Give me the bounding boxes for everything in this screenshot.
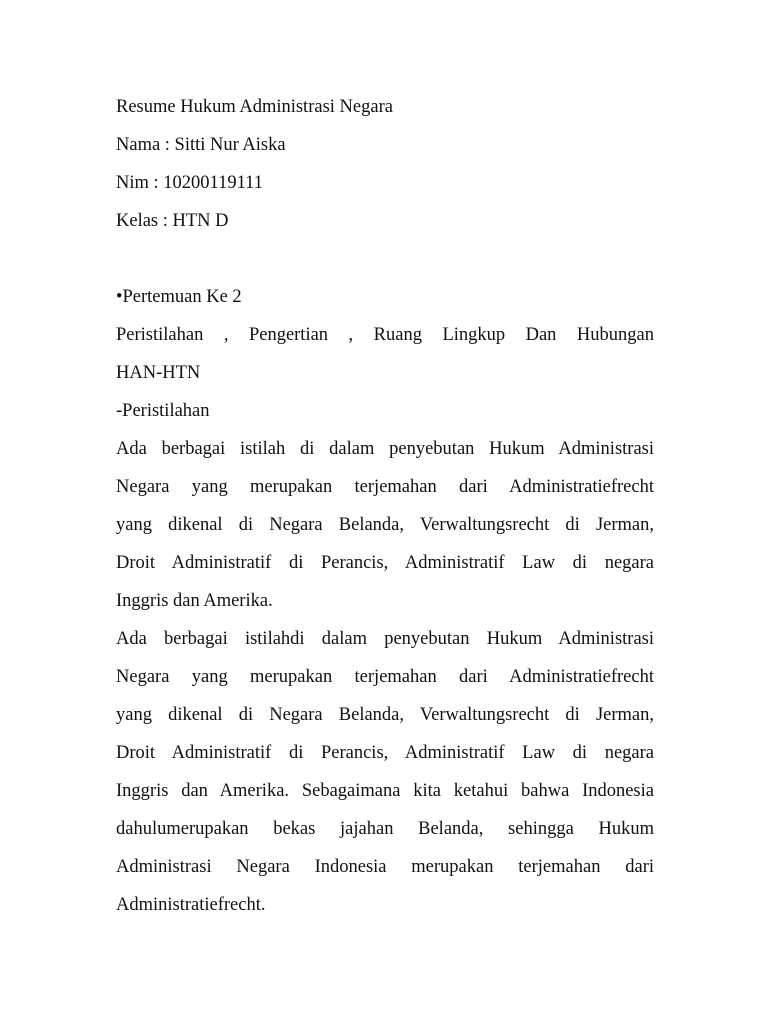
document-title: Resume Hukum Administrasi Negara	[116, 97, 393, 117]
paragraph-line: Droit Administratif di Perancis, Administratif Law di negara	[116, 743, 654, 763]
paragraph-line: Inggris dan Amerika.	[116, 591, 273, 611]
paragraph-line: Administratiefrecht.	[116, 895, 266, 915]
paragraph-line: Ada berbagai istilahdi dalam penyebutan Hukum Administrasi	[116, 629, 654, 649]
paragraph-line: Administrasi Negara Indonesia merupakan terjemahan dari	[116, 857, 654, 877]
student-class: Kelas : HTN D	[116, 211, 229, 231]
paragraph-line: dahulumerupakan bekas jajahan Belanda, sehingga Hukum	[116, 819, 654, 839]
meeting-heading: •Pertemuan Ke 2	[116, 287, 242, 307]
paragraph-line: Droit Administratif di Perancis, Administratif Law di negara	[116, 553, 654, 573]
paragraph-line: yang dikenal di Negara Belanda, Verwaltungsrecht di Jerman,	[116, 515, 654, 535]
paragraph-line: yang dikenal di Negara Belanda, Verwaltungsrecht di Jerman,	[116, 705, 654, 725]
student-name: Nama : Sitti Nur Aiska	[116, 135, 286, 155]
topic-line: Peristilahan , Pengertian , Ruang Lingkup Dan Hubungan	[116, 325, 654, 345]
paragraph-line: Negara yang merupakan terjemahan dari Administratiefrecht	[116, 667, 654, 687]
paragraph-line: Negara yang merupakan terjemahan dari Administratiefrecht	[116, 477, 654, 497]
paragraph-line: Ada berbagai istilah di dalam penyebutan Hukum Administrasi	[116, 439, 654, 459]
topic-line: HAN-HTN	[116, 363, 201, 383]
subheading: -Peristilahan	[116, 401, 210, 421]
student-nim: Nim : 10200119111	[116, 173, 263, 193]
paragraph-line: Inggris dan Amerika. Sebagaimana kita ketahui bahwa Indonesia	[116, 781, 654, 801]
